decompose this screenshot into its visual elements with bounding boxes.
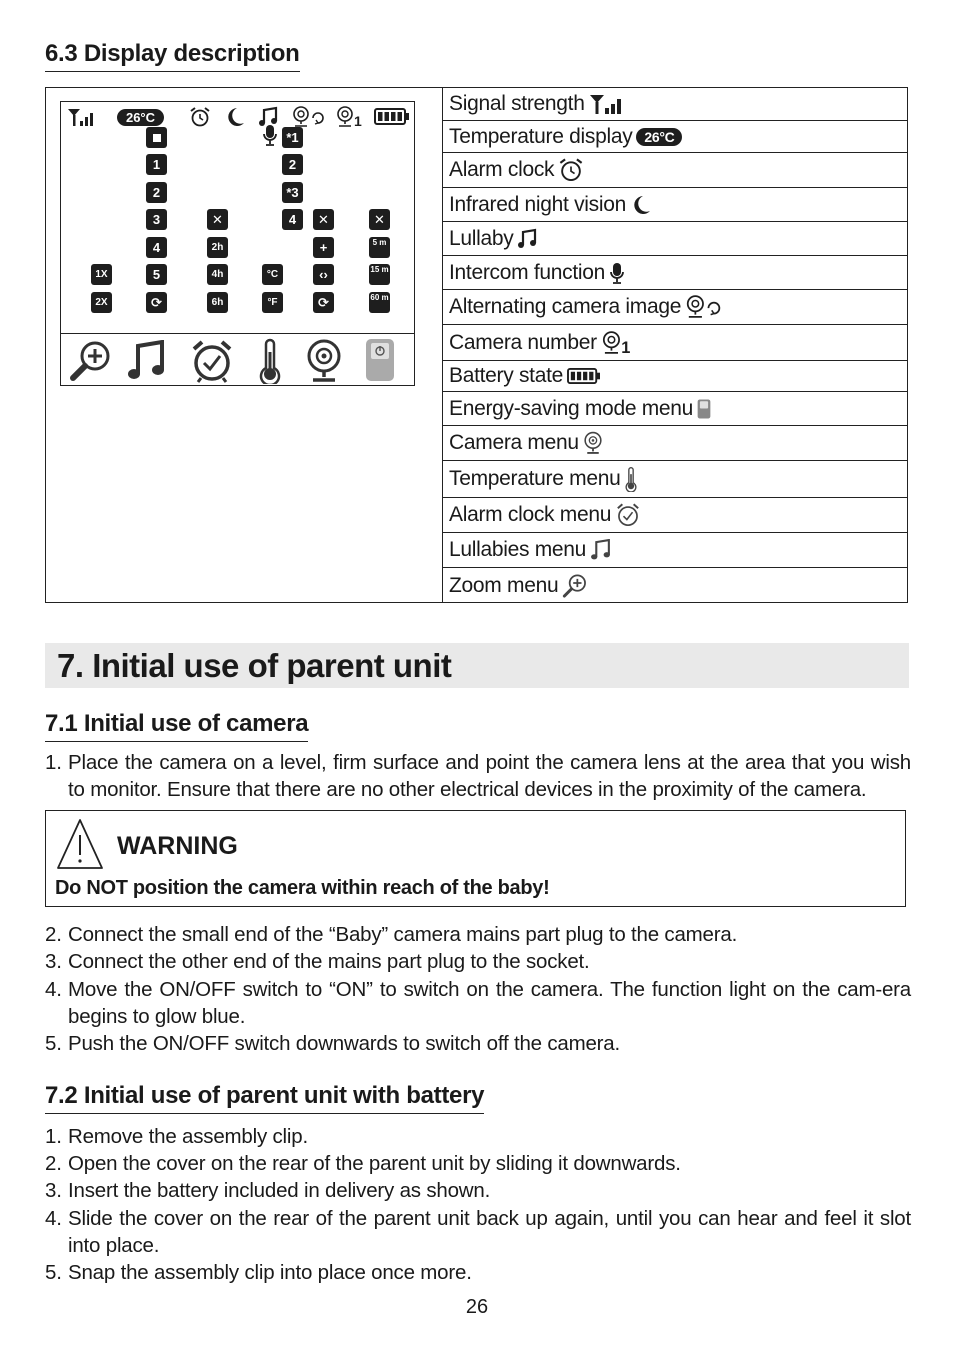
close-icon: ✕ — [207, 209, 228, 230]
alarm-clock-icon — [189, 338, 235, 384]
signal-icon — [589, 93, 625, 115]
legend-row-intercom — [443, 256, 907, 290]
legend-row-alternating-camera — [443, 290, 907, 325]
list-text: Remove the assembly clip. — [68, 1125, 308, 1148]
camera-number-text: 1 — [621, 338, 630, 355]
list-item — [45, 1123, 911, 1150]
zoom-icon — [69, 340, 113, 382]
legend-row-temperature-menu — [443, 461, 907, 498]
legend-label: Infrared night vision — [449, 192, 626, 216]
legend-row-battery — [443, 361, 907, 392]
list-text: Push the ON/OFF switch downwards to switch off the camera. — [68, 1032, 620, 1055]
legend-label: Camera number — [449, 330, 597, 354]
battery-icon — [567, 368, 601, 384]
legend-row-energy-saving — [443, 392, 907, 426]
lcd-unit-celsius: °C — [262, 264, 283, 285]
legend-row-zoom-menu — [443, 568, 907, 603]
music-note-icon — [126, 340, 168, 382]
legend-label: Intercom function — [449, 260, 605, 284]
lcd-camera-2: 2 — [282, 154, 303, 175]
list-text: Connect the other end of the mains part plug to the socket. — [68, 950, 590, 973]
battery-icon — [374, 108, 410, 125]
lcd-interval-15m: 15 m — [369, 264, 390, 285]
lcd-level-1: 1 — [146, 154, 167, 175]
lcd-interval-5m: 5 m — [369, 237, 390, 258]
lcd-camera-3: *3 — [282, 182, 303, 203]
plus-icon: + — [313, 237, 334, 258]
display-description-table — [45, 87, 908, 603]
moon-icon — [630, 194, 652, 216]
alarm-clock-icon — [615, 502, 641, 528]
list-item — [45, 749, 911, 803]
page-number: 26 — [465, 1296, 489, 1318]
legend-label: Lullaby — [449, 226, 514, 250]
lcd-level-2: 2 — [146, 182, 167, 203]
lcd-interval-60m: 60 m — [369, 292, 390, 313]
list-text: Insert the battery included in delivery as shown. — [68, 1179, 491, 1202]
thermometer-icon — [624, 466, 638, 492]
energy-saving-icon — [365, 338, 395, 382]
camera-number-icon — [336, 106, 366, 128]
camera-number-text: 1 — [354, 113, 362, 128]
legend-label: Zoom menu — [449, 573, 559, 597]
list-item — [45, 948, 911, 975]
subsection-heading-7-1: 7.1 Initial use of camera — [45, 710, 308, 742]
legend-row-camera-menu — [443, 426, 907, 461]
section-banner — [45, 643, 909, 688]
legend-label: Camera menu — [449, 431, 579, 454]
list-number: 5. — [45, 1032, 62, 1055]
camera-number-icon — [601, 331, 635, 355]
list-item — [45, 1030, 911, 1057]
microphone-icon — [262, 124, 278, 146]
list-item — [45, 921, 911, 948]
close-icon: ✕ — [369, 209, 390, 230]
lcd-unit-fahrenheit: °F — [262, 292, 283, 313]
list-number: 1. — [45, 751, 62, 774]
moon-icon — [224, 106, 246, 128]
thermometer-icon — [257, 338, 283, 384]
warning-box — [45, 810, 906, 907]
warning-title: WARNING — [117, 832, 238, 860]
list-text: Place the camera on a level, firm surface and point the camera lens at the area that you wish to monitor. Ensure that there are no other electrical devices in the proximity of the camera. — [68, 751, 911, 801]
list-item — [45, 976, 911, 1030]
subsection-heading-7-2: 7.2 Initial use of parent unit with battery — [45, 1082, 484, 1114]
lcd-duration-6h: 6h — [207, 292, 228, 313]
list-number: 5. — [45, 1261, 62, 1284]
list-number: 2. — [45, 923, 62, 946]
temperature-badge-icon: 26°C — [636, 128, 682, 146]
legend-label: Signal strength — [449, 92, 585, 115]
lcd-camera-1: *1 — [282, 127, 303, 148]
legend-row-camera-number — [443, 325, 907, 361]
camera-icon — [583, 431, 603, 455]
lcd-menu-separator — [61, 333, 414, 334]
list-text: Connect the small end of the “Baby” camera mains part plug to the camera. — [68, 923, 738, 946]
lcd-level-4: 4 — [146, 237, 167, 258]
legend-label: Alarm clock menu — [449, 503, 612, 526]
legend-label: Alarm clock — [449, 158, 555, 181]
swap-icon: ‹› — [313, 264, 334, 285]
list-text: Open the cover on the rear of the parent unit by sliding it downwards. — [68, 1152, 681, 1175]
camera-cycle-icon — [685, 295, 721, 319]
camera-icon — [305, 338, 343, 384]
lcd-duration-4h: 4h — [207, 264, 228, 285]
legend-row-alarm-clock-menu — [443, 498, 907, 533]
cycle-icon: ⟳ — [313, 292, 334, 313]
warning-triangle-icon — [55, 817, 105, 871]
legend-label: Temperature menu — [449, 467, 621, 490]
list-number: 3. — [45, 950, 62, 973]
list-text: Slide the cover on the rear of the parent unit back up again, until you can hear and feel it slot into place. — [68, 1207, 911, 1257]
legend-row-signal — [443, 88, 907, 121]
legend-row-temperature — [443, 121, 907, 153]
lcd-zoom-1x: 1X — [91, 264, 112, 285]
legend-row-alarm-clock — [443, 153, 907, 188]
list-number: 4. — [45, 1207, 62, 1230]
camera-cycle-icon — [292, 106, 324, 128]
microphone-icon — [609, 262, 625, 284]
legend-row-night-vision — [443, 188, 907, 222]
square-stop-icon — [146, 127, 167, 148]
music-note-icon — [590, 539, 612, 561]
signal-icon — [67, 107, 97, 127]
list-item — [45, 1205, 911, 1259]
cycle-icon: ⟳ — [146, 292, 167, 313]
list-text: Move the ON/OFF switch to “ON” to switch on the camera. The function light on the cam-era begins to glow blue. — [68, 978, 911, 1028]
list-number: 4. — [45, 978, 62, 1001]
legend-label: Alternating camera image — [449, 295, 682, 318]
legend-row-lullabies-menu — [443, 533, 907, 568]
alarm-clock-icon — [189, 106, 211, 128]
zoom-icon — [562, 573, 588, 599]
energy-saving-icon — [697, 399, 711, 419]
list-number: 2. — [45, 1152, 62, 1175]
legend-label: Battery state — [449, 364, 563, 387]
lcd-zoom-2x: 2X — [91, 292, 112, 313]
lcd-screen-illustration — [60, 101, 415, 386]
section-heading-6-3: 6.3 Display description — [45, 40, 300, 72]
music-note-icon — [517, 228, 539, 250]
temperature-badge-icon: 26°C — [117, 109, 164, 126]
lcd-camera-4: 4 — [282, 209, 303, 230]
legend-label: Energy-saving mode menu — [449, 396, 694, 420]
legend-label: Temperature display — [449, 124, 633, 148]
list-number: 1. — [45, 1125, 62, 1148]
list-item — [45, 1177, 911, 1204]
lcd-level-5: 5 — [146, 264, 167, 285]
list-number: 3. — [45, 1179, 62, 1202]
legend-row-lullaby — [443, 222, 907, 256]
list-item — [45, 1259, 911, 1286]
lcd-duration-2h: 2h — [207, 237, 228, 258]
legend-label: Lullabies menu — [449, 538, 587, 561]
close-icon: ✕ — [313, 209, 334, 230]
lcd-level-3: 3 — [146, 209, 167, 230]
list-item — [45, 1150, 911, 1177]
list-text: Snap the assembly clip into place once more. — [68, 1261, 472, 1284]
warning-text: Do NOT position the camera within reach of the baby! — [55, 877, 550, 899]
lcd-illustration-cell — [46, 88, 443, 602]
alarm-clock-icon — [558, 157, 584, 183]
section-title: 7. Initial use of parent unit — [57, 647, 452, 684]
